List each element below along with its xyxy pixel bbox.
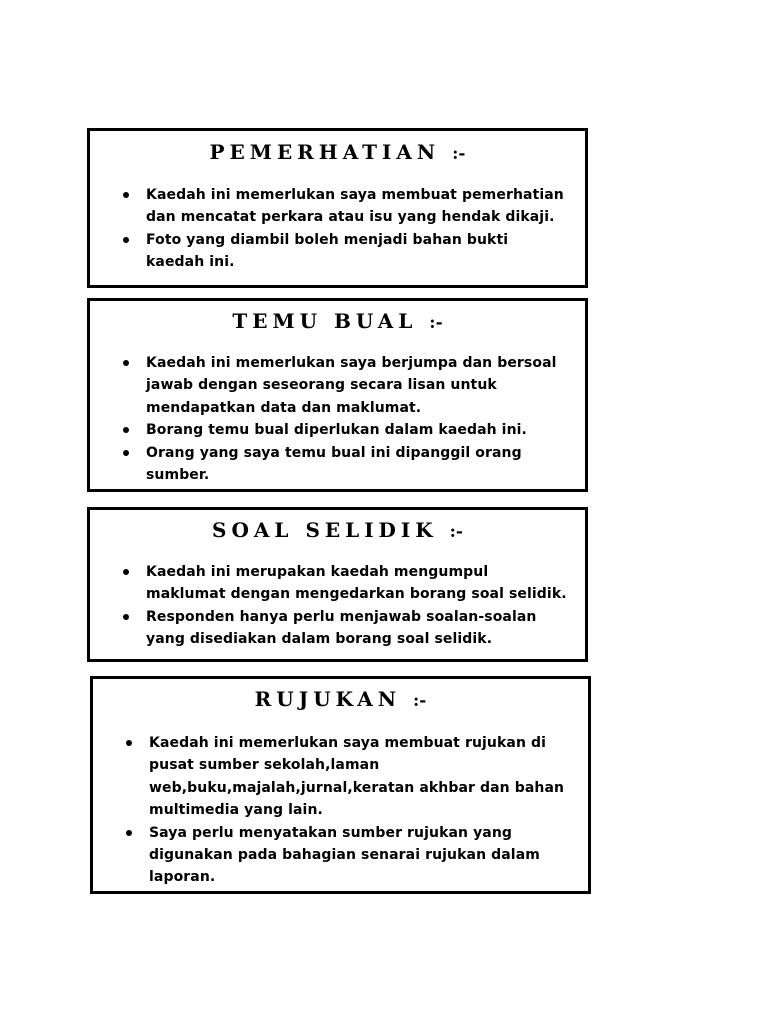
card-pemerhatian: [87, 128, 588, 288]
bullet-item: Kaedah ini memerlukan saya membuat rujukan di pusat sumber sekolah,laman web,buku,majalah,jurnal,keratan akhbar dan bahan multimedia yang lain.: [93, 732, 588, 822]
card-rujukan: [90, 676, 591, 894]
bullet-item: Saya perlu menyatakan sumber rujukan yang digunakan pada bahagian senarai rujukan dalam laporan.: [93, 822, 588, 889]
bullet-list: [90, 184, 585, 274]
card-title: SOAL SELIDIK :-: [212, 518, 463, 542]
card-temu-bual: [87, 298, 588, 492]
card-title: RUJUKAN :-: [254, 687, 427, 711]
bullet-item: Kaedah ini memerlukan saya berjumpa dan bersoal jawab dengan seseorang secara lisan untuk mendapatkan data dan maklumat.: [90, 352, 585, 419]
card-title: TEMU BUAL :-: [232, 309, 443, 333]
bullet-item: Borang temu bual diperlukan dalam kaedah ini.: [90, 419, 585, 441]
bullet-list: [90, 352, 585, 486]
bullet-item: Responden hanya perlu menjawab soalan-soalan yang disediakan dalam borang soal selidik.: [90, 606, 585, 651]
card-title: PEMERHATIAN :-: [209, 140, 466, 164]
bullet-list: [93, 732, 588, 889]
bullet-item: Orang yang saya temu bual ini dipanggil orang sumber.: [90, 442, 585, 487]
bullet-list: [90, 561, 585, 651]
card-soal-selidik: [87, 507, 588, 662]
bullet-item: Foto yang diambil boleh menjadi bahan bukti kaedah ini.: [90, 229, 585, 274]
bullet-item: Kaedah ini merupakan kaedah mengumpul maklumat dengan mengedarkan borang soal selidik.: [90, 561, 585, 606]
bullet-item: Kaedah ini memerlukan saya membuat pemerhatian dan mencatat perkara atau isu yang hendak dikaji.: [90, 184, 585, 229]
